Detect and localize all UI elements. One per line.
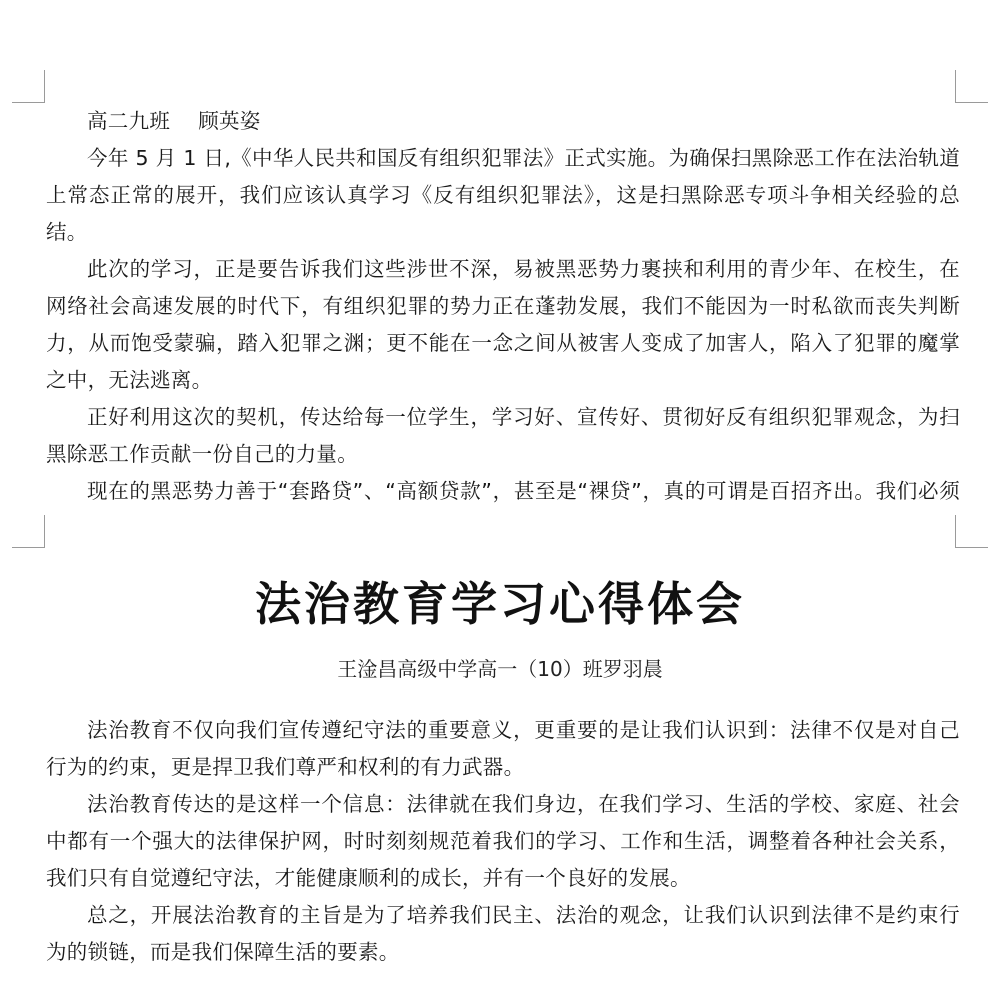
crop-mark-top-right [955, 515, 988, 548]
author-line [46, 103, 960, 140]
page2-body [46, 712, 960, 971]
paragraph: 法治教育传达的是这样一个信息：法律就在我们身边，在我们学习、生活的学校、家庭、社会中都有一个强大的法律保护网，时时刻刻规范着我们的学习、工作和生活，调整着各种社会关系，我们只有自觉遵纪守法，才能健康顺利的成长，并有一个良好的发展。 [46, 792, 960, 890]
paragraph: 法治教育不仅向我们宣传遵纪守法的重要意义，更重要的是让我们认识到：法律不仅是对自己行为的约束，更是捍卫我们尊严和权利的有力武器。 [46, 718, 960, 779]
author-name: 顾英姿 [198, 109, 261, 133]
author-class: 高二九班 [87, 109, 171, 133]
paragraph: 正好利用这次的契机，传达给每一位学生，学习好、宣传好、贯彻好反有组织犯罪观念，为扫黑除恶工作贡献一份自己的力量。 [46, 405, 960, 466]
document-title: 法治教育学习心得体会 [255, 577, 745, 631]
paragraph: 总之，开展法治教育的主旨是为了培养我们民主、法治的观念，让我们认识到法律不是约束行为的锁链，而是我们保障生活的要素。 [46, 903, 960, 964]
paragraph: 现在的黑恶势力善于“套路贷”、“高额贷款”，甚至是“裸贷”，真的可谓是百招齐出。我们必须 [87, 479, 960, 503]
crop-mark-top-right [955, 70, 988, 103]
page1-body [46, 103, 960, 547]
crop-mark-top-left [12, 515, 45, 548]
document-page-bottom [0, 505, 1000, 1000]
paragraph: 此次的学习，正是要告诉我们这些涉世不深，易被黑恶势力裹挟和利用的青少年、在校生，在网络社会高速发展的时代下，有组织犯罪的势力正在蓬勃发展，我们不能因为一时私欲而丧失判断力，从而饱受蒙骗，踏入犯罪之渊；更不能在一念之间从被害人变成了加害人，陷入了犯罪的魔掌之中，无法逃离。 [46, 257, 960, 392]
paragraph: 今年 5 月 1 日,《中华人民共和国反有组织犯罪法》正式实施。为确保扫黑除恶工作在法治轨道上常态正常的展开，我们应该认真学习《反有组织犯罪法》，这是扫黑除恶专项斗争相关经验的总结。 [46, 146, 960, 244]
crop-mark-top-left [12, 70, 45, 103]
document-subtitle: 王淦昌高级中学高一（10）班罗羽晨 [337, 657, 663, 681]
